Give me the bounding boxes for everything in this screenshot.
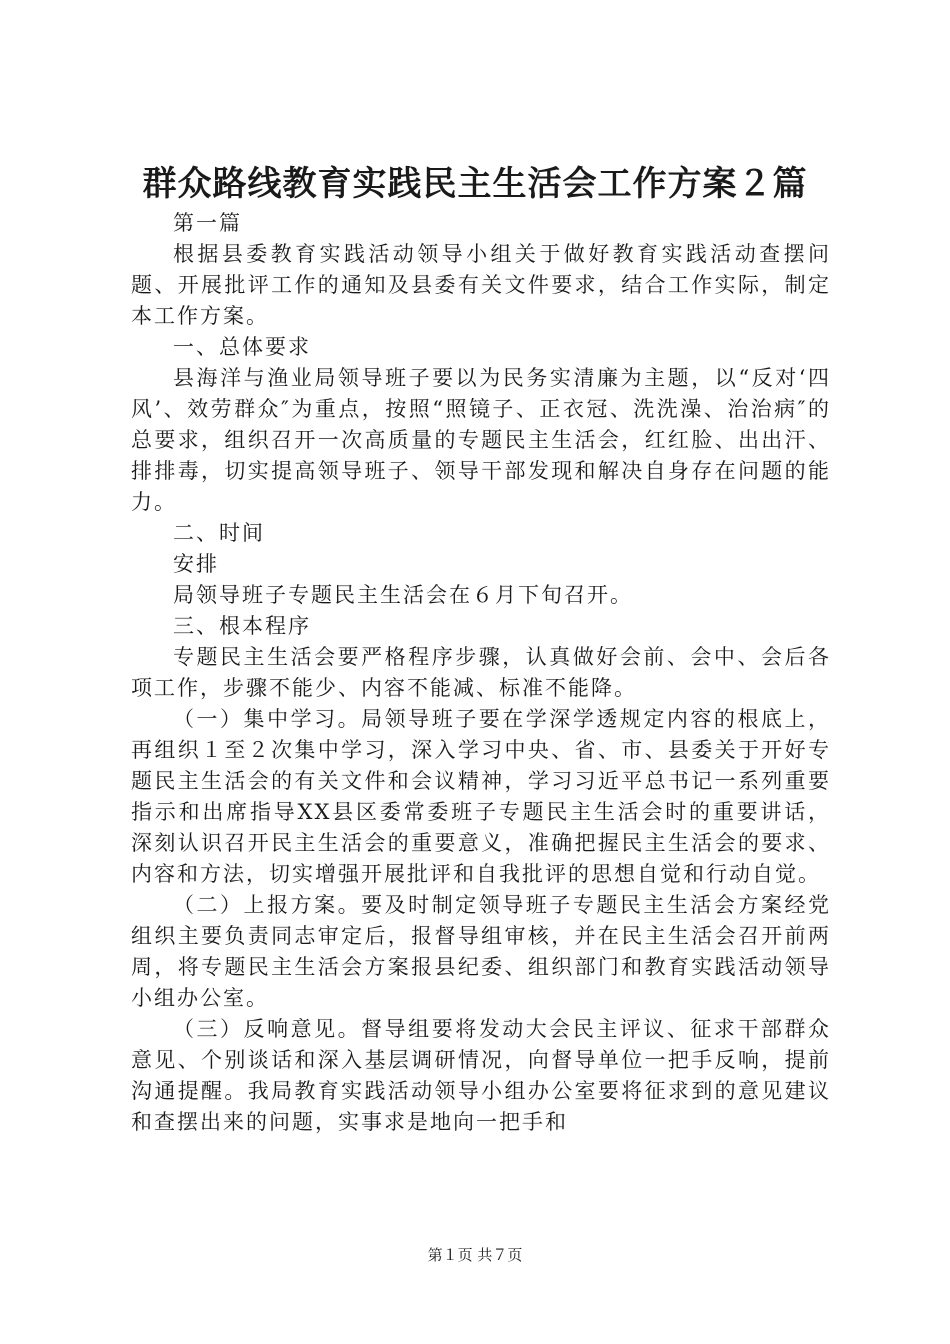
paragraph: （二）上报方案。要及时制定领导班子专题民主生活会方案经党组织主要负责同志审定后，报督导组审核，并在民主生活会召开前两周，将专题民主生活会方案报县纪委、组织部门和教育实践活动领导小组办公室。 xyxy=(131,893,831,1010)
section-heading: 一、总体要求 xyxy=(173,335,311,359)
paragraph: 根据县委教育实践活动领导小组关于做好教育实践活动查摆问题、开展批评工作的通知及县委有关文件要求，结合工作实际，制定本工作方案。 xyxy=(131,242,831,328)
paragraph: 县海洋与渔业局领导班子要以为民务实清廉为主题，以“反对‘四风’、效劳群众″为重点，按照“照镜子、正衣冠、洗洗澡、治治病″的总要求，组织召开一次高质量的专题民主生活会，红红脸、出出汗、排排毒，切实提高领导班子、领导干部发现和解决自身存在问题的能力。 xyxy=(131,366,831,514)
section-heading: 二、时间 xyxy=(173,521,265,545)
section-heading: 三、根本程序 xyxy=(173,614,311,638)
document-title: 群众路线教育实践民主生活会工作方案２篇 xyxy=(142,164,808,204)
paragraph: 局领导班子专题民主生活会在６月下旬召开。 xyxy=(173,583,633,607)
page-footer: 第１页 共７页 xyxy=(427,1246,523,1264)
section-heading: 安排 xyxy=(173,552,219,576)
paragraph: （一）集中学习。局领导班子要在学深学透规定内容的根底上，再组织１至２次集中学习，深入学习中央、省、市、县委关于开好专题民主生活会的有关文件和会议精神，学习习近平总书记一系列重要指示和出席指导XX县区委常委班子专题民主生活会时的重要讲话，深刻认识召开民主生活会的重要意义，准确把握民主生活会的要求、内容和方法，切实增强开展批评和自我批评的思想自觉和行动自觉。 xyxy=(131,707,831,886)
paragraph: （三）反响意见。督导组要将发动大会民主评议、征求干部群众意见、个别谈话和深入基层调研情况，向督导单位一把手反响，提前沟通提醒。我局教育实践活动领导小组办公室要将征求到的意见建议和查摆出来的问题，实事求是地向一把手和 xyxy=(131,1017,831,1134)
document-body xyxy=(131,208,831,1138)
paragraph: 专题民主生活会要严格程序步骤，认真做好会前、会中、会后各项工作，步骤不能少、内容不能减、标准不能降。 xyxy=(131,645,831,700)
section-heading: 第一篇 xyxy=(173,211,242,235)
